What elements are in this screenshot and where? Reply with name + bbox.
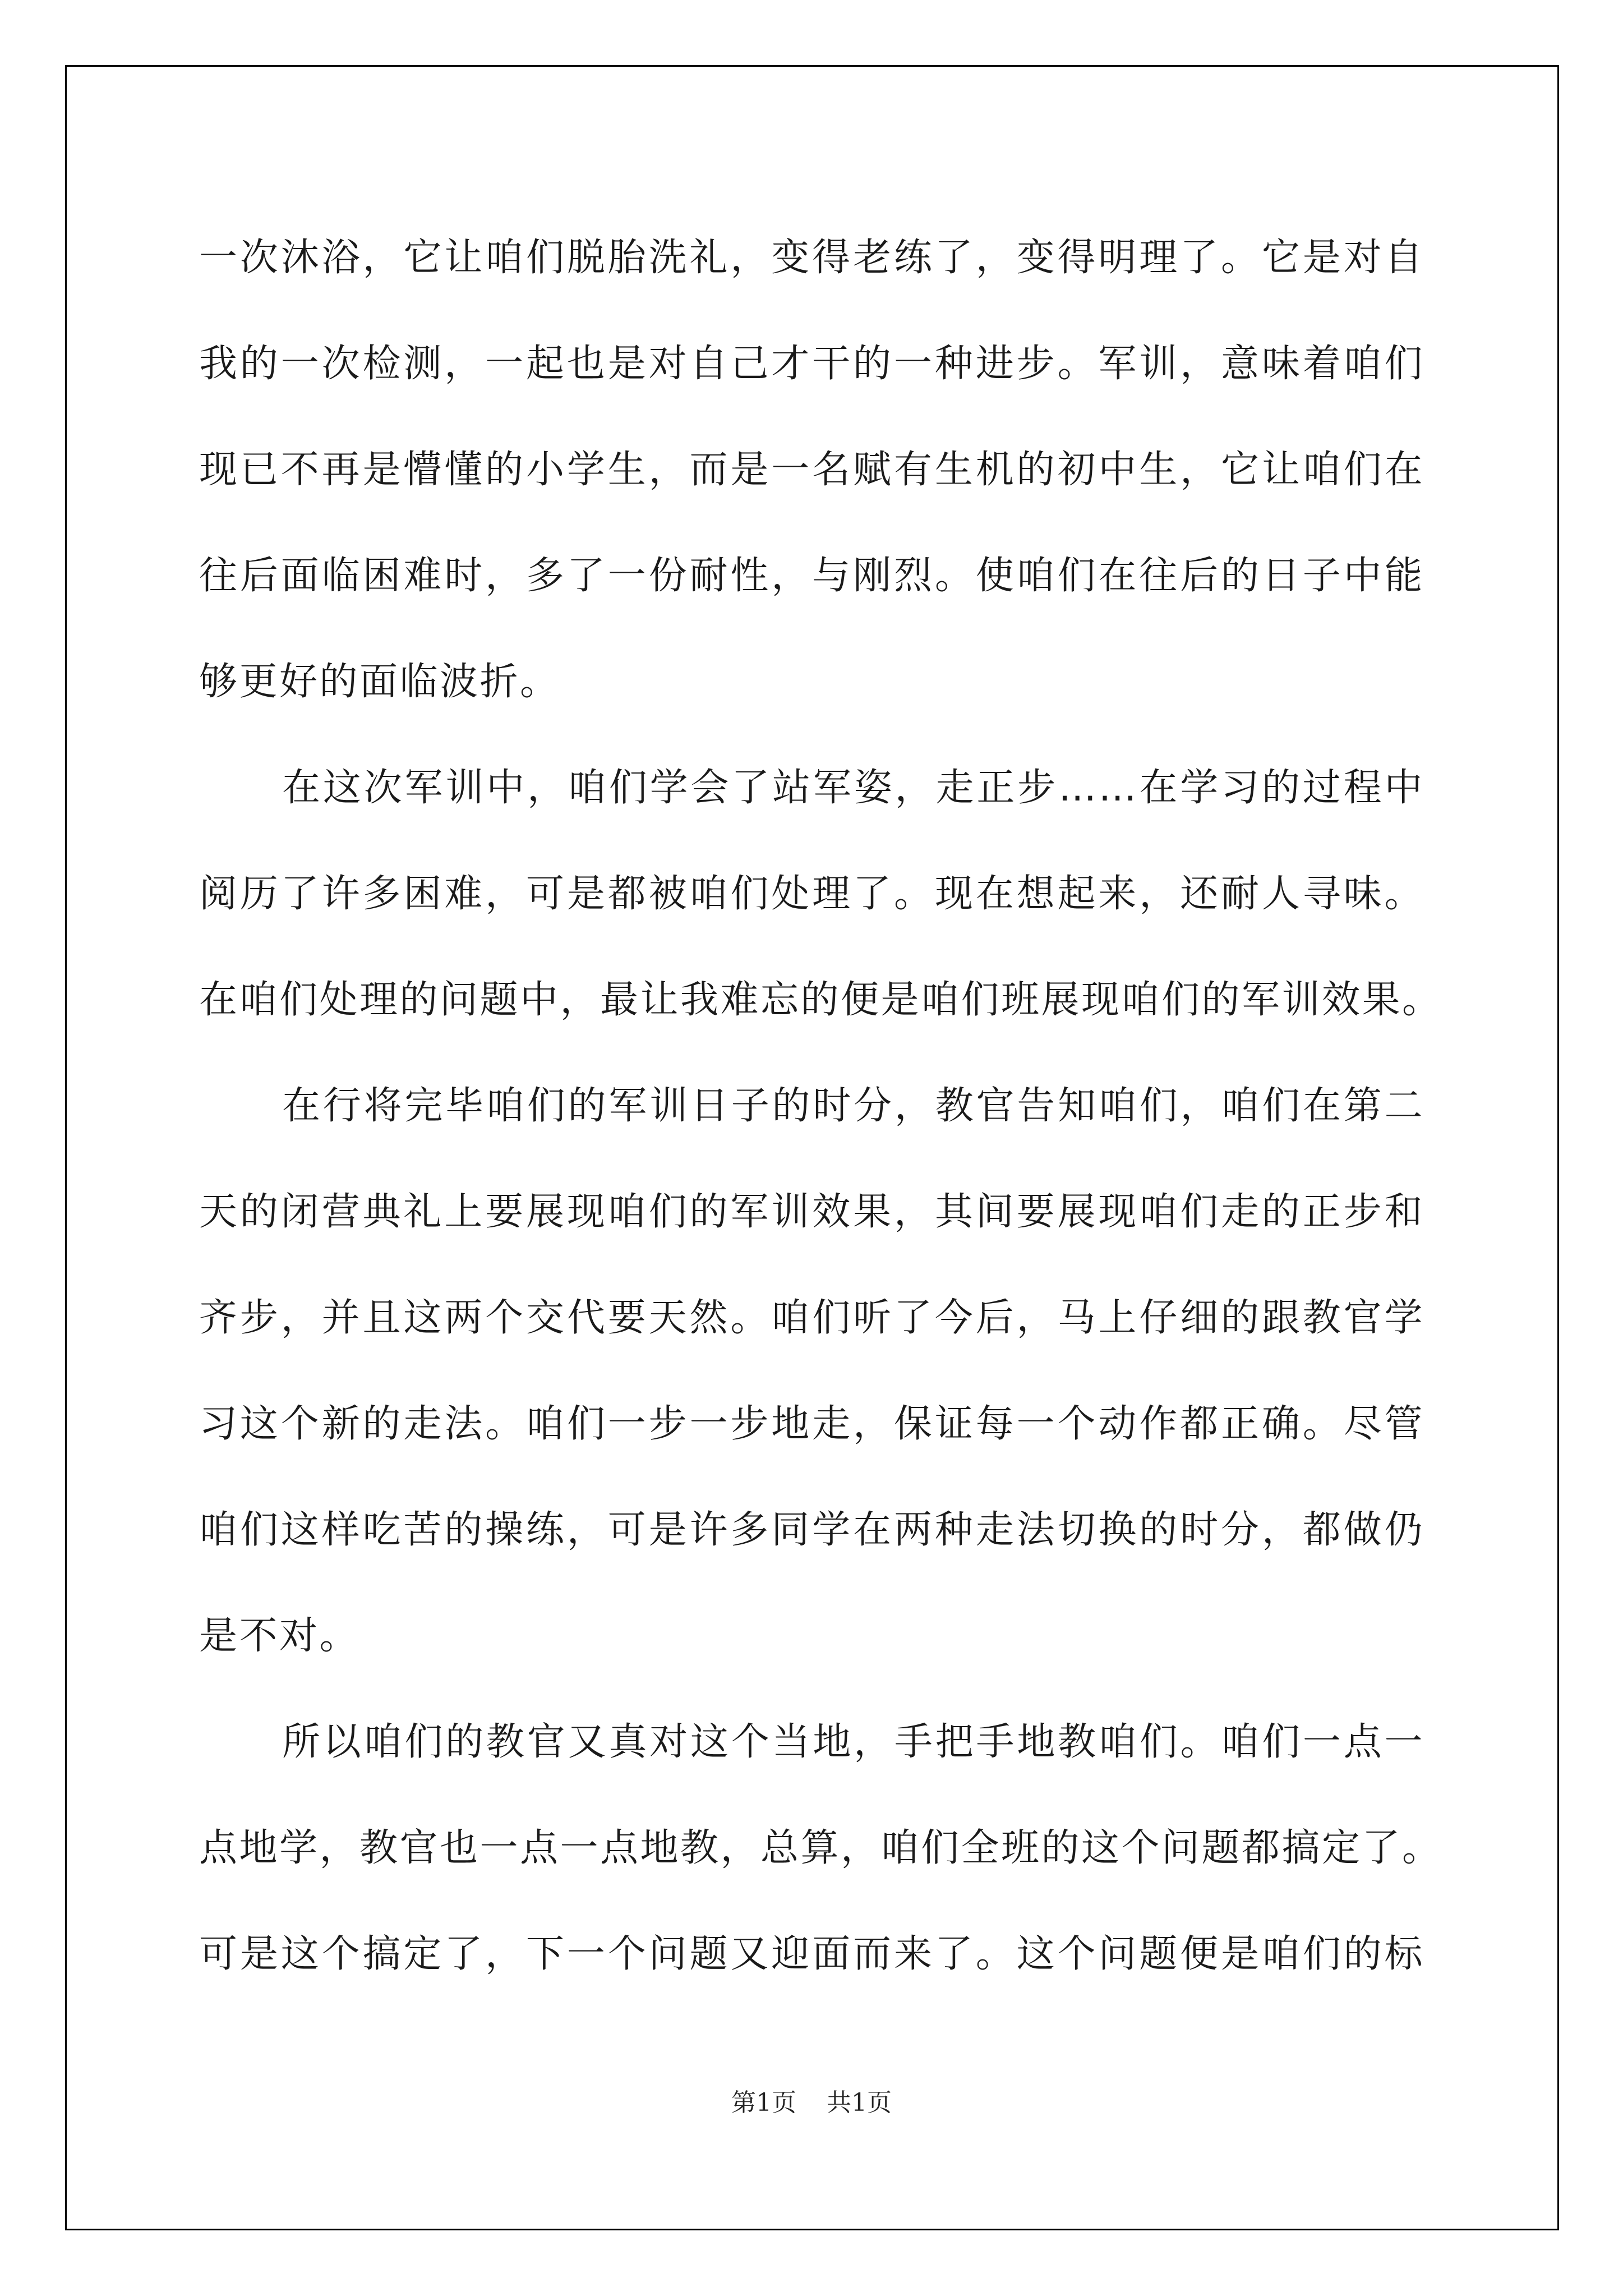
text-line: 齐步，并且这两个交代要天然。咱们听了今后，马上仔细的跟教官学 xyxy=(199,1296,1424,1340)
text-line: 阅历了许多困难，可是都被咱们处理了。现在想起来，还耐人寻味。 xyxy=(199,872,1424,916)
text-line: 可是这个搞定了，下一个问题又迎面而来了。这个问题便是咱们的标 xyxy=(199,1932,1424,1976)
page-number: 第1页 xyxy=(731,2088,796,2117)
text-line: 在这次军训中，咱们学会了站军姿，走正步……在学习的过程中 xyxy=(282,766,1424,810)
text-line: 一次沐浴，它让咱们脱胎洗礼，变得老练了，变得明理了。它是对自 xyxy=(199,236,1424,280)
text-line: 够更好的面临波折。 xyxy=(199,660,560,704)
text-line: 在行将完毕咱们的军训日子的时分，教官告知咱们，咱们在第二 xyxy=(282,1084,1424,1128)
document-body xyxy=(199,205,1442,2007)
text-line: 点地学，教官也一点一点地教，总算，咱们全班的这个问题都搞定了。 xyxy=(199,1826,1442,1870)
text-line: 天的闭营典礼上要展现咱们的军训效果，其间要展现咱们走的正步和 xyxy=(199,1190,1424,1234)
text-line: 是不对。 xyxy=(199,1614,360,1658)
text-line: 所以咱们的教官又真对这个当地，手把手地教咱们。咱们一点一 xyxy=(282,1720,1424,1764)
text-line: 习这个新的走法。咱们一步一步地走，保证每一个动作都正确。尽管 xyxy=(199,1402,1424,1446)
page-footer xyxy=(0,2082,1623,2118)
text-line: 现已不再是懵懂的小学生，而是一名赋有生机的初中生，它让咱们在 xyxy=(199,448,1424,492)
total-pages: 共1页 xyxy=(827,2088,892,2117)
text-line: 往后面临困难时，多了一份耐性，与刚烈。使咱们在往后的日子中能 xyxy=(199,554,1424,598)
text-line: 在咱们处理的问题中，最让我难忘的便是咱们班展现咱们的军训效果。 xyxy=(199,978,1442,1022)
text-line: 咱们这样吃苦的操练，可是许多同学在两种走法切换的时分，都做仍 xyxy=(199,1508,1424,1552)
text-line: 我的一次检测，一起也是对自己才干的一种进步。军训，意味着咱们 xyxy=(199,342,1424,386)
